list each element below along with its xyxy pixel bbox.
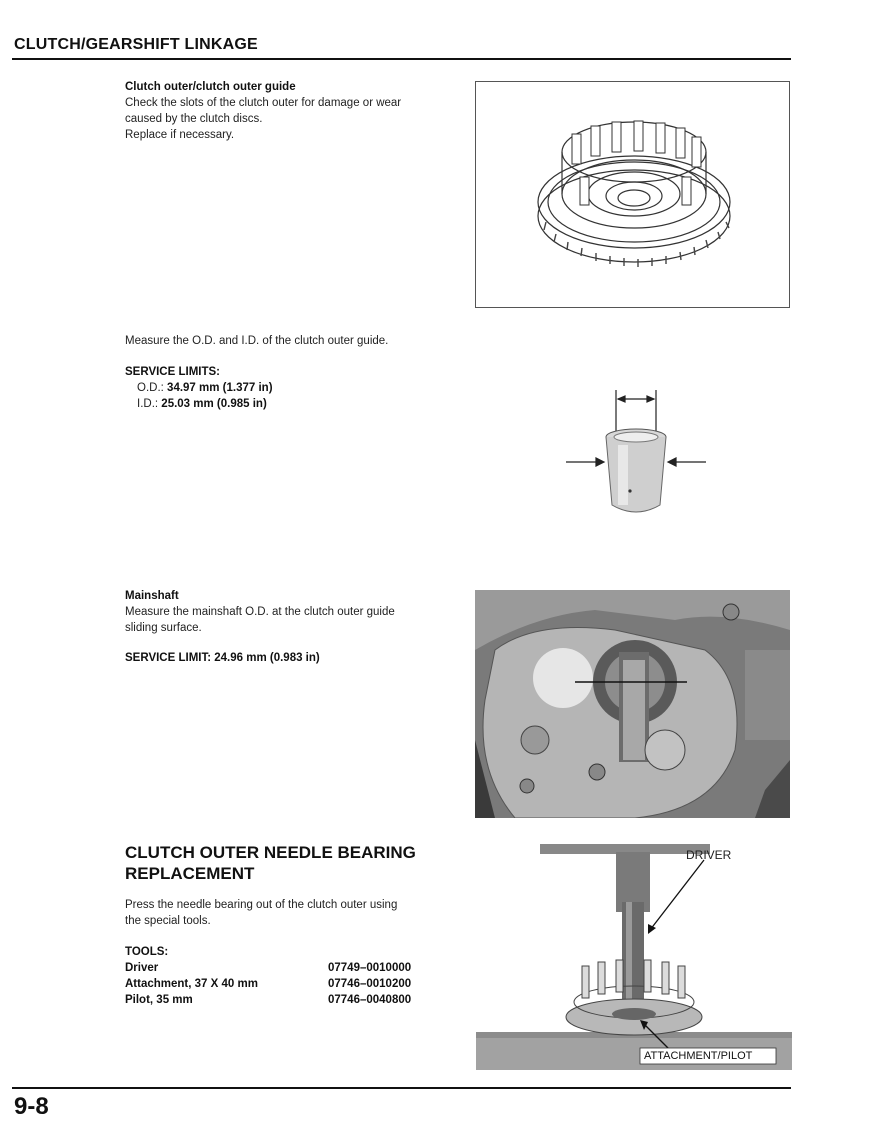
- mainshaft-photo: [475, 590, 790, 818]
- tool-row: [125, 992, 435, 1008]
- limit-label: SERVICE LIMIT:: [125, 652, 212, 664]
- clutch-outer-text: [125, 79, 465, 143]
- tools-heading: TOOLS:: [125, 946, 169, 958]
- mainshaft-limit: [125, 650, 470, 666]
- limit-label: I.D.:: [137, 398, 159, 410]
- attachment-pilot-label: ATTACHMENT/PILOT: [644, 1050, 753, 1062]
- clutch-outer-line: Check the slots of the clutch outer for damage or wear: [125, 97, 402, 109]
- tool-name: Driver: [125, 962, 159, 974]
- limit-row-od: [125, 380, 465, 396]
- bearing-section: [125, 842, 475, 884]
- limit-value: 34.97 mm (1.377 in): [167, 382, 273, 394]
- footer-divider: [12, 1087, 791, 1089]
- tool-part-number: 07749–0010000: [328, 962, 412, 974]
- tool-name: Pilot, 35 mm: [125, 994, 193, 1006]
- limit-value: 24.96 mm (0.983 in): [214, 652, 320, 664]
- clutch-outer-illustration: [475, 81, 790, 308]
- tool-row: [125, 976, 435, 992]
- limit-value: 25.03 mm (0.985 in): [161, 398, 267, 410]
- tool-row: [125, 960, 435, 976]
- clutch-outer-line: Replace if necessary.: [125, 129, 235, 141]
- limit-row-id: [125, 396, 465, 412]
- tool-part-number: 07746–0010200: [328, 978, 412, 990]
- tool-part-number: 07746–0040800: [328, 994, 412, 1006]
- page-number: 9-8: [14, 1093, 49, 1120]
- bearing-line: Press the needle bearing out of the clutch outer using: [125, 899, 398, 911]
- mainshaft-line: sliding surface.: [125, 622, 202, 634]
- service-limits-heading: SERVICE LIMITS:: [125, 366, 220, 378]
- clutch-outer-heading: Clutch outer/clutch outer guide: [125, 81, 296, 93]
- driver-label: DRIVER: [686, 848, 732, 862]
- header-divider: [12, 58, 791, 60]
- tools-list: [125, 944, 435, 1008]
- bearing-line: the special tools.: [125, 915, 211, 927]
- bearing-text: [125, 897, 470, 929]
- mainshaft-line: Measure the mainshaft O.D. at the clutch outer guide: [125, 606, 395, 618]
- outer-guide-limits: [125, 364, 465, 412]
- tool-name: Attachment, 37 X 40 mm: [125, 978, 258, 990]
- bearing-press-photo: [476, 842, 792, 1070]
- limit-label: O.D.:: [137, 382, 164, 394]
- bearing-heading-line2: REPLACEMENT: [125, 864, 255, 883]
- bearing-heading-line1: CLUTCH OUTER NEEDLE BEARING: [125, 843, 416, 862]
- outer-guide-illustration: [560, 385, 720, 525]
- section-title: CLUTCH/GEARSHIFT LINKAGE: [14, 36, 258, 53]
- outer-guide-instruction: Measure the O.D. and I.D. of the clutch outer guide.: [125, 335, 389, 347]
- clutch-outer-line: caused by the clutch discs.: [125, 113, 263, 125]
- mainshaft-text: [125, 588, 470, 666]
- mainshaft-heading: Mainshaft: [125, 590, 179, 602]
